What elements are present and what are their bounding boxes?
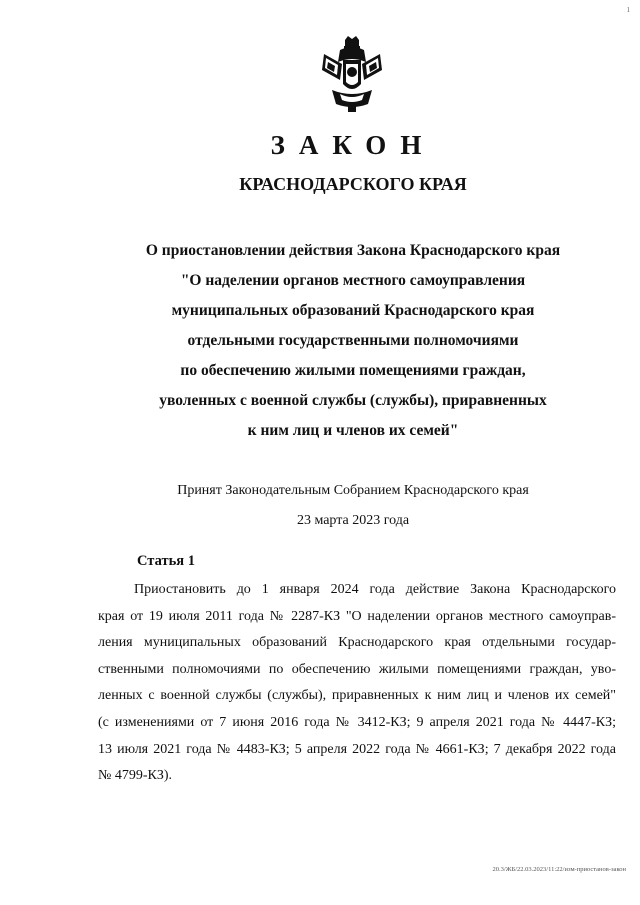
law-title-line: О приостановлении действия Закона Краснодарского края bbox=[145, 242, 561, 259]
article-text-line: (с изменениями от 7 июня 2016 года № 3412-КЗ; 9 апреля 2021 года № 4447-КЗ; bbox=[98, 714, 616, 730]
article-text bbox=[98, 577, 616, 790]
law-title-line: к ним лиц и членов их семей" bbox=[247, 422, 459, 439]
region-heading: КРАСНОДАРСКОГО КРАЯ bbox=[239, 174, 467, 194]
adoption-date: 23 марта 2023 года bbox=[296, 513, 410, 528]
page-corner-mark: 1 bbox=[626, 6, 630, 14]
law-title-line: "О наделении органов местного самоуправления bbox=[180, 272, 526, 289]
article-text-line: ления муниципальных образований Краснодарского края отдельными государ- bbox=[98, 635, 616, 651]
article-text-line: края от 19 июля 2011 года № 2287-КЗ "О наделении органов местного самоуправ- bbox=[98, 608, 616, 624]
coat-of-arms-emblem bbox=[318, 34, 386, 114]
article-text-line: ленных с военной службы (службы), приравненных к ним лиц и членов их семей" bbox=[98, 688, 616, 704]
article-text-line: № 4799-КЗ). bbox=[98, 768, 173, 784]
document-type-heading: ЗАКОН bbox=[270, 130, 436, 160]
document-footer-code: 20.3/ЖБ/22.03.2023/11:22/изм-приостанов-закон bbox=[492, 866, 626, 873]
article-text-line: 13 июля 2021 года № 4483-КЗ; 5 апреля 2022 года № 4661-КЗ; 7 декабря 2022 года bbox=[98, 741, 616, 757]
law-title-line: отдельными государственными полномочиями bbox=[187, 332, 519, 349]
law-title-line: уволенных с военной службы (службы), приравненных bbox=[159, 392, 547, 409]
article-text-line: Приостановить до 1 января 2024 года действие Закона Краснодарского bbox=[134, 582, 616, 597]
law-title-line: муниципальных образований Краснодарского края bbox=[171, 302, 535, 319]
law-title bbox=[100, 236, 606, 446]
article-text-line: ственными полномочиями по обеспечению жилыми помещениями граждан, уво- bbox=[98, 661, 616, 677]
adoption-body: Принят Законодательным Собранием Краснодарского края bbox=[177, 483, 529, 498]
law-title-line: по обеспечению жилыми помещениями граждан, bbox=[180, 362, 526, 379]
article-heading: Статья 1 bbox=[137, 553, 195, 569]
adoption-info bbox=[100, 476, 606, 536]
